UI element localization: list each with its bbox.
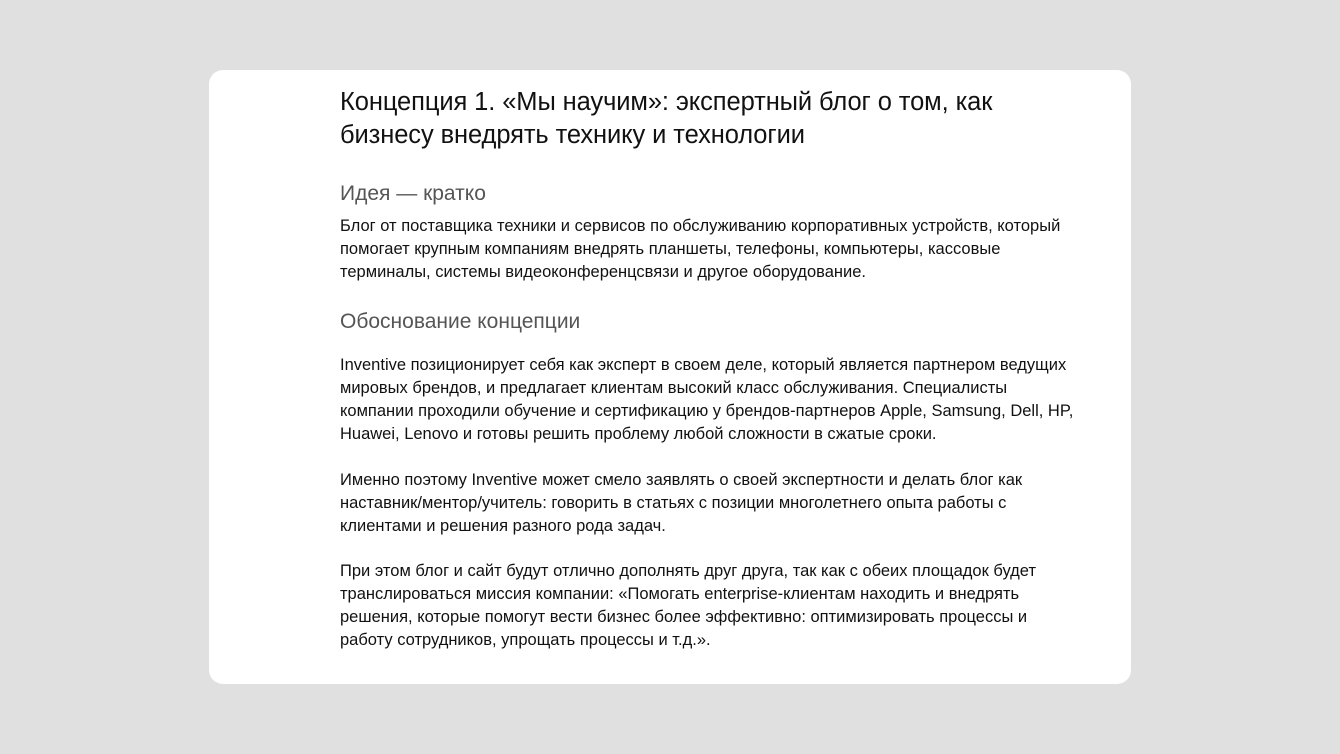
idea-paragraph: Блог от поставщика техники и сервисов по обслуживанию корпоративных устройств, который помогает крупным компаниям внедрять планшеты, телефоны, компьютеры, кассовые терминалы, системы видеоконференцсвязи и другое оборудование. bbox=[340, 217, 1061, 281]
section-heading-justification: Обоснование концепции bbox=[340, 310, 581, 333]
justification-paragraph-2: Именно поэтому Inventive может смело заявлять о своей экспертности и делать блог как наставник/ментор/учитель: говорить в статьях с позиции многолетнего опыта работы с клиентами и решения разного рода задач. bbox=[340, 471, 1023, 535]
section-heading-idea: Идея — кратко bbox=[340, 182, 486, 205]
justification-paragraph-1: Inventive позиционирует себя как эксперт в своем деле, который является партнером ведущих мировых брендов, и предлагает клиентам высокий класс обслуживания. Специалисты компании проходили обучение и сертификацию у брендов-партнеров Apple, Samsung, Dell, HP, Huawei, Lenovo и готовы решить проблему любой сложности в сжатые сроки. bbox=[340, 356, 1074, 443]
document-card bbox=[209, 70, 1131, 684]
document-content bbox=[340, 86, 1080, 652]
justification-paragraph-3: При этом блог и сайт будут отлично дополнять друг друга, так как с обеих площадок будет транслироваться миссия компании: «Помогать enterprise-клиентам находить и внедрять решения, которые помогут вести бизнес более эффективно: оптимизировать процессы и работу сотрудников, упрощать процессы и т.д.». bbox=[340, 562, 1036, 649]
document-title: Концепция 1. «Мы научим»: экспертный блог о том, как бизнесу внедрять технику и технологии bbox=[340, 88, 993, 149]
